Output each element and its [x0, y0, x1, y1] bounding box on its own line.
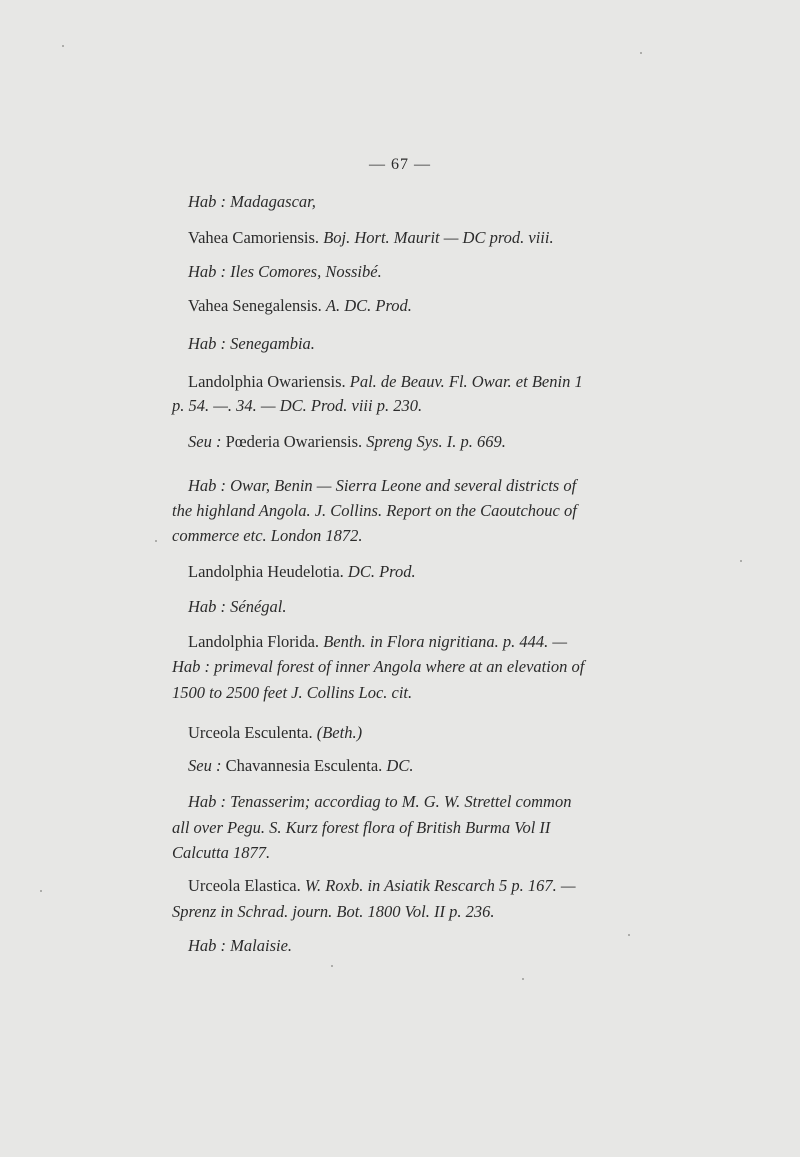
paper-speck	[155, 540, 157, 542]
text-line-13: Hab : Sénégal.	[188, 597, 287, 616]
text-line-18	[188, 756, 413, 776]
text-line-22	[188, 876, 576, 896]
paper-speck	[62, 45, 64, 47]
text-line-7: p. 54. —. 34. — DC. Prod. viii p. 230.	[172, 396, 423, 415]
text-line-12	[188, 562, 416, 582]
species-name: Urceola Elastica.	[188, 876, 301, 895]
citation: W. Roxb. in Asiatik Rescarch 5 p. 167. —	[304, 876, 576, 895]
species-name: Pœderia Owariensis.	[225, 432, 363, 451]
paper-speck	[522, 978, 524, 980]
species-name: Landolphia Heudelotia.	[188, 562, 344, 581]
citation: Spreng Sys. I. p. 669.	[366, 432, 506, 451]
text-line-17	[188, 723, 362, 743]
text-line-3: Hab : Iles Comores, Nossibé.	[188, 262, 382, 281]
text-line-14	[188, 632, 567, 652]
page-number: — 67 —	[369, 156, 431, 173]
citation: DC. Prod.	[347, 562, 416, 581]
text-line-21: Calcutta 1877.	[172, 843, 271, 862]
text-line-9: Hab : Owar, Benin — Sierra Leone and several districts of	[188, 476, 577, 495]
text-line-4	[188, 296, 412, 316]
species-name: Chavannesia Esculenta.	[225, 756, 383, 775]
text-line-6	[188, 372, 583, 392]
citation: (Beth.)	[316, 723, 363, 742]
citation: Boj. Hort. Maurit — DC prod. viii.	[323, 228, 554, 247]
citation: DC.	[386, 756, 414, 775]
paper-speck	[331, 965, 333, 967]
text-line-19: Hab : Tenasserim; accordiag to M. G. W. Strettel common	[188, 792, 572, 811]
text-line-1: Hab : Madagascar,	[188, 192, 316, 211]
citation: Pal. de Beauv. Fl. Owar. et Benin 1	[349, 372, 583, 391]
paper-speck	[40, 890, 42, 892]
species-name: Urceola Esculenta.	[188, 723, 313, 742]
text-line-11: commerce etc. London 1872.	[172, 526, 363, 545]
species-name: Landolphia Florida.	[188, 632, 320, 651]
text-line-15: Hab : primeval forest of inner Angola where at an elevation of	[172, 657, 585, 676]
paper-speck	[740, 560, 742, 562]
text-line-20: all over Pegu. S. Kurz forest flora of British Burma Vol II	[172, 818, 551, 837]
text-line-8	[188, 432, 506, 452]
text-line-5: Hab : Senegambia.	[188, 334, 315, 353]
species-name: Vahea Senegalensis.	[188, 296, 322, 315]
text-line-23: Sprenz in Schrad. journ. Bot. 1800 Vol. II p. 236.	[172, 902, 495, 921]
citation: A. DC. Prod.	[325, 296, 412, 315]
paper-speck	[640, 52, 642, 54]
species-name: Landolphia Owariensis.	[188, 372, 346, 391]
species-name: Vahea Camoriensis.	[188, 228, 320, 247]
synonym-label: Seu :	[188, 756, 222, 775]
paper-speck	[628, 934, 630, 936]
text-line-16: 1500 to 2500 feet J. Collins Loc. cit.	[172, 683, 413, 702]
citation: Benth. in Flora nigritiana. p. 444. —	[323, 632, 568, 651]
text-line-2	[188, 228, 554, 248]
text-line-24: Hab : Malaisie.	[188, 936, 293, 955]
synonym-label: Seu :	[188, 432, 222, 451]
text-line-10: the highland Angola. J. Collins. Report on the Caoutchouc of	[172, 501, 577, 520]
